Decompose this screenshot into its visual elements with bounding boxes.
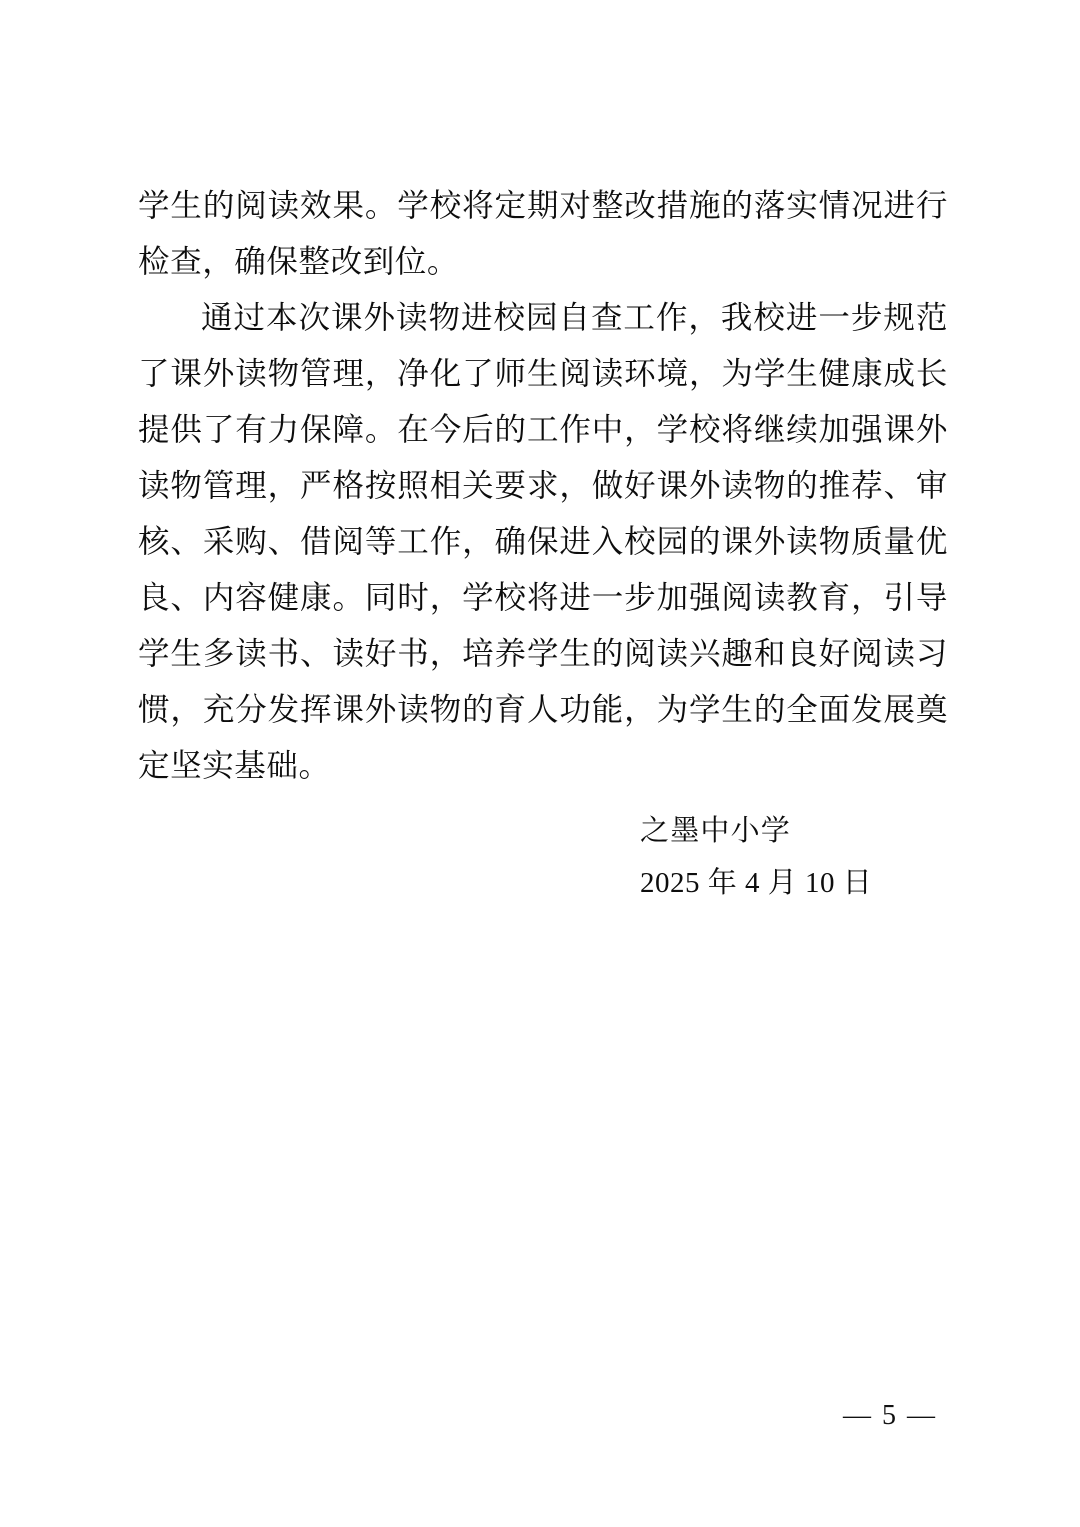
signature-date: 2025 年 4 月 10 日 <box>640 867 873 899</box>
signature-organization: 之墨中小学 <box>640 815 792 847</box>
paragraph-continuation: 学生的阅读效果。学校将定期对整改措施的落实情况进行检查，确保整改到位。 <box>138 188 948 279</box>
paragraph-summary: 通过本次课外读物进校园自查工作，我校进一步规范了课外读物管理，净化了师生阅读环境，为学生健康成长提供了有力保障。在今后的工作中，学校将继续加强课外读物管理，严格按照相关要求，做好课外读物的推荐、审核、采购、借阅等工作，确保进入校园的课外读物质量优良、内容健康。同时，学校将进一步加强阅读教育，引导学生多读书、读好书，培养学生的阅读兴趣和良好阅读习惯，充分发挥课外读物的育人功能，为学生的全面发展奠定坚实基础。 <box>138 300 948 783</box>
page-number <box>0 1400 1080 1432</box>
page-number-text: — 5 — <box>843 1400 937 1431</box>
document-body <box>138 178 948 794</box>
signature-block <box>640 805 960 909</box>
